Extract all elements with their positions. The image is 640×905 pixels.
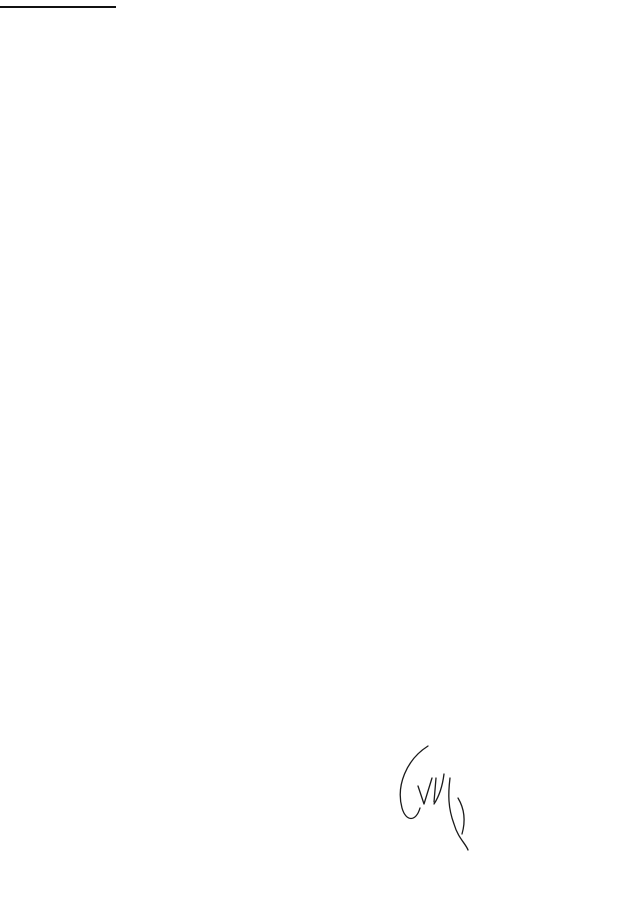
top-rule (0, 6, 116, 8)
handwritten-signature (388, 738, 498, 858)
